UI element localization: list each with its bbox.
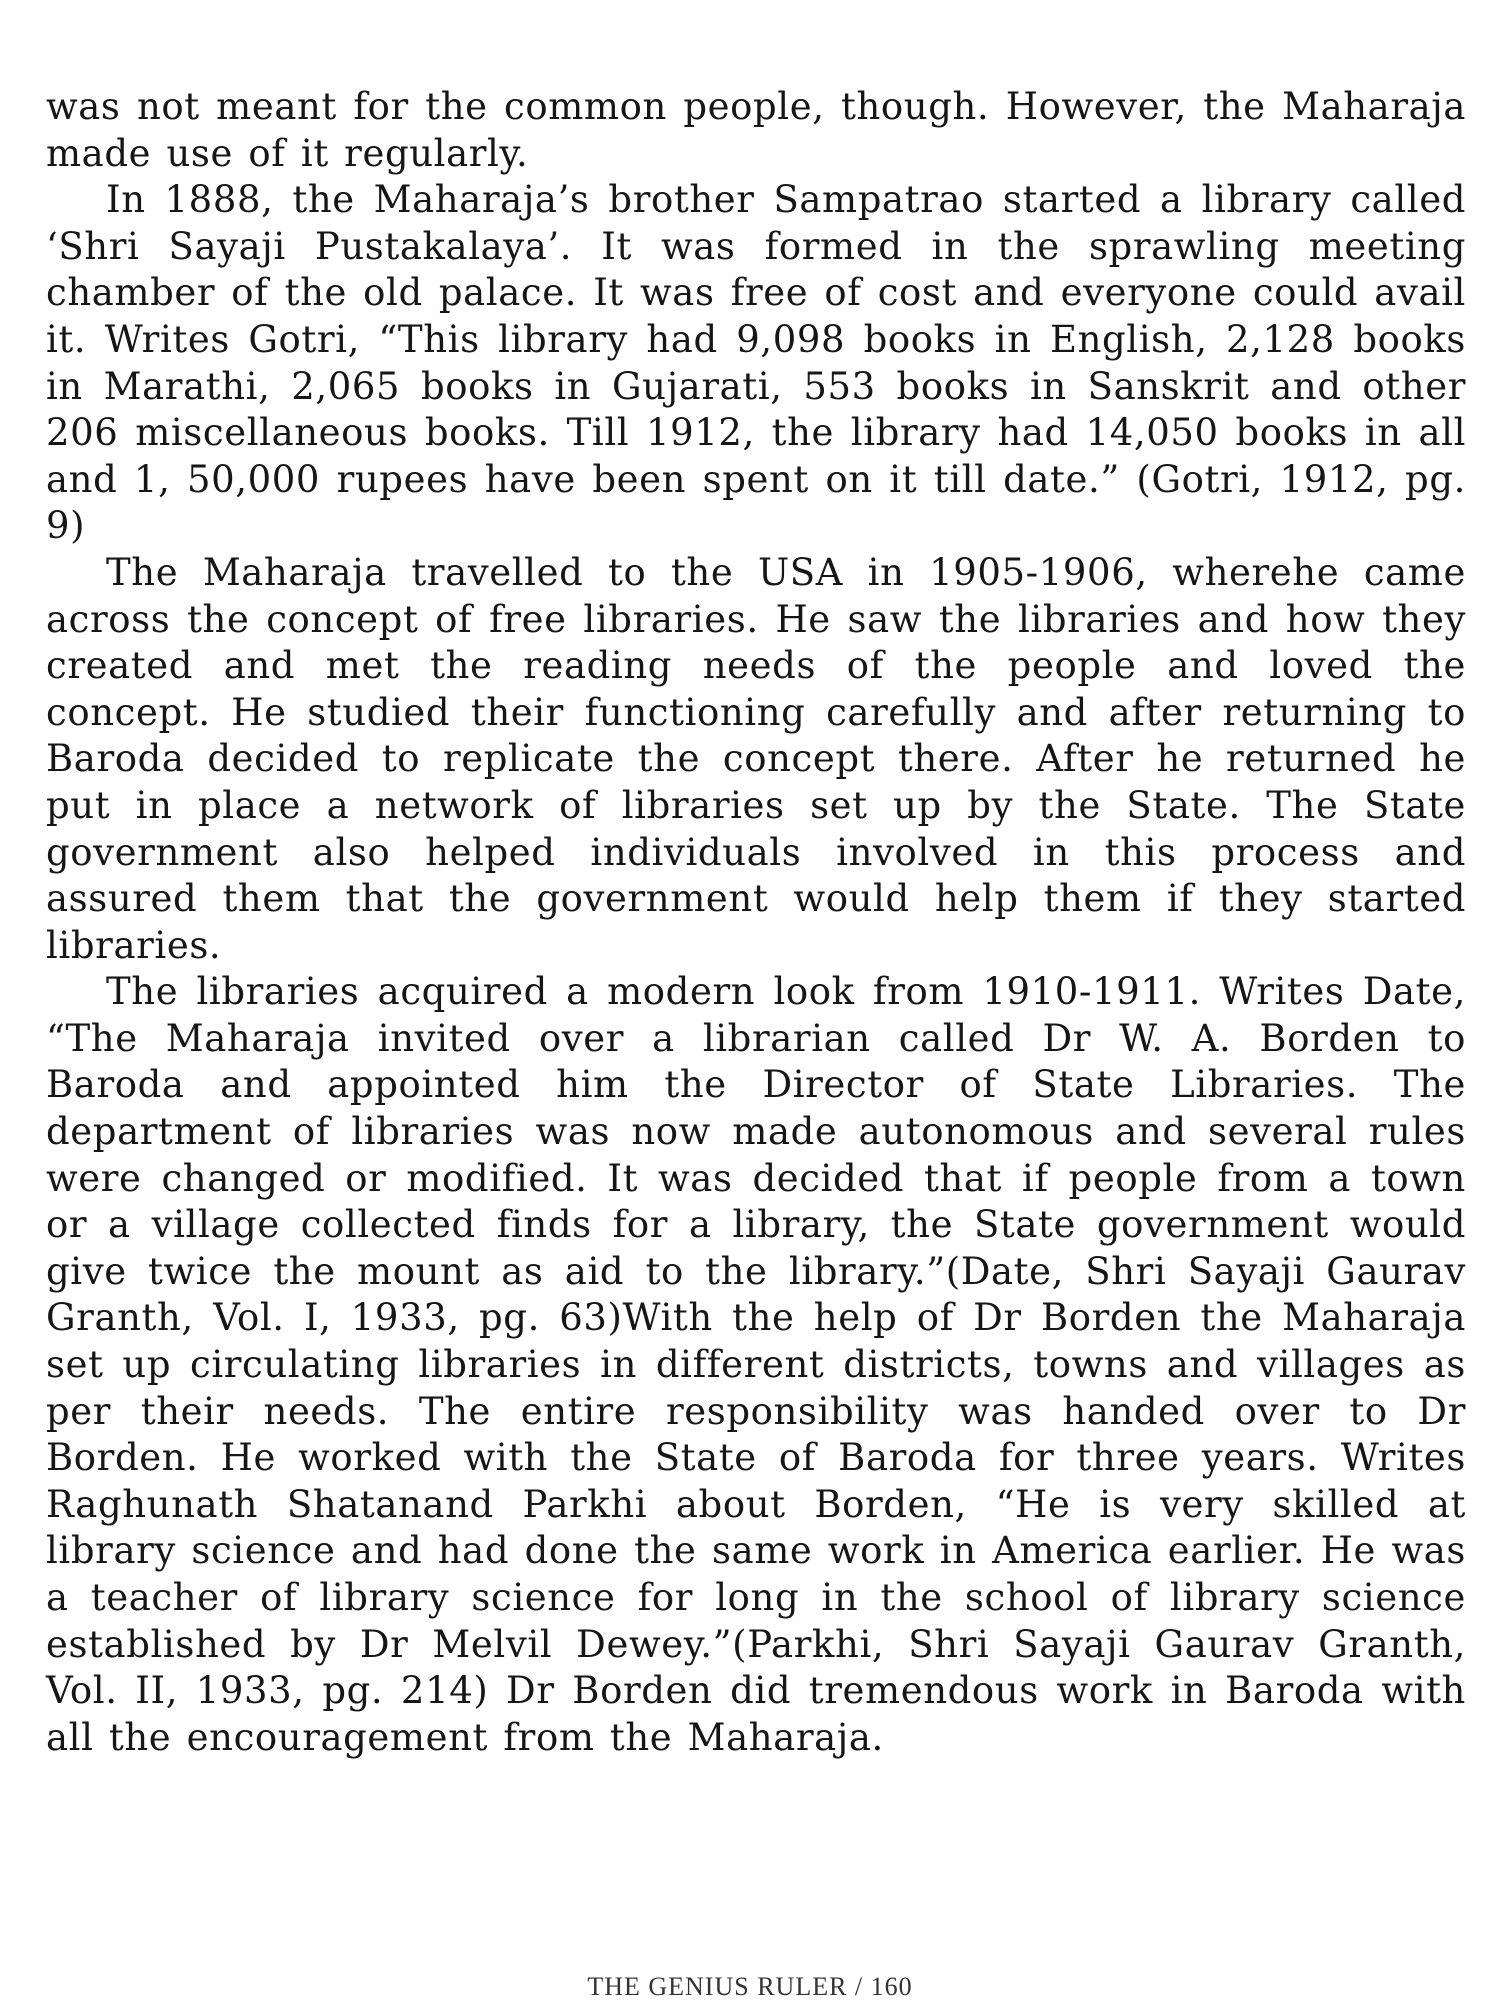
paragraph-usa-travel: The Maharaja travelled to the USA in 1905-1906, wherehe came across the concept of free libraries. He saw the libraries and how they created and met the reading needs of the people and loved the concept. He studied their functioning carefully and after returning to Baroda decided to replicate the concept there. After he returned he put in place a network of libraries set up by the State. The State government also helped individuals involved in this process and assured them that the government would help them if they started libraries.: [46, 550, 1466, 967]
body-text: [46, 84, 1466, 1761]
paragraph-borden: The libraries acquired a modern look from 1910-1911. Writes Date, “The Maharaja invited over a librarian called Dr W. A. Borden to Baroda and appointed him the Director of State Libraries. The department of libraries was now made autonomous and several rules were changed or modified. It was decided that if people from a town or a village collected finds for a library, the State government would give twice the mount as aid to the library.”(Date, Shri Sayaji Gaurav Granth, Vol. I, 1933, pg. 63)With the help of Dr Borden the Maharaja set up circulating libraries in different districts, towns and villages as per their needs. The entire responsibility was handed over to Dr Borden. He worked with the State of Baroda for three years. Writes Raghunath Shatanand Parkhi about Borden, “He is very skilled at library science and had done the same work in America earlier. He was a teacher of library science for long in the school of library science established by Dr Melvil Dewey.”(Parkhi, Shri Sayaji Gaurav Granth, Vol. II, 1933, pg. 214) Dr Borden did tremendous work in Baroda with all the encouragement from the Maharaja.: [46, 970, 1466, 1759]
paragraph-continuation: was not meant for the common people, though. However, the Maharaja made use of it regularly.: [46, 85, 1466, 175]
paragraph-sayaji-pustakalaya: In 1888, the Maharaja’s brother Sampatrao started a library called ‘Shri Sayaji Pustakalaya’. It was formed in the sprawling meeting chamber of the old palace. It was free of cost and everyone could avail it. Writes Gotri, “This library had 9,098 books in English, 2,128 books in Marathi, 2,065 books in Gujarati, 553 books in Sanskrit and other 206 miscellaneous books. Till 1912, the library had 14,050 books in all and 1, 50,000 rupees have been spent on it till date.” (Gotri, 1912, pg. 9): [46, 178, 1466, 548]
page-footer: THE GENIUS RULER / 160: [587, 1972, 913, 2001]
